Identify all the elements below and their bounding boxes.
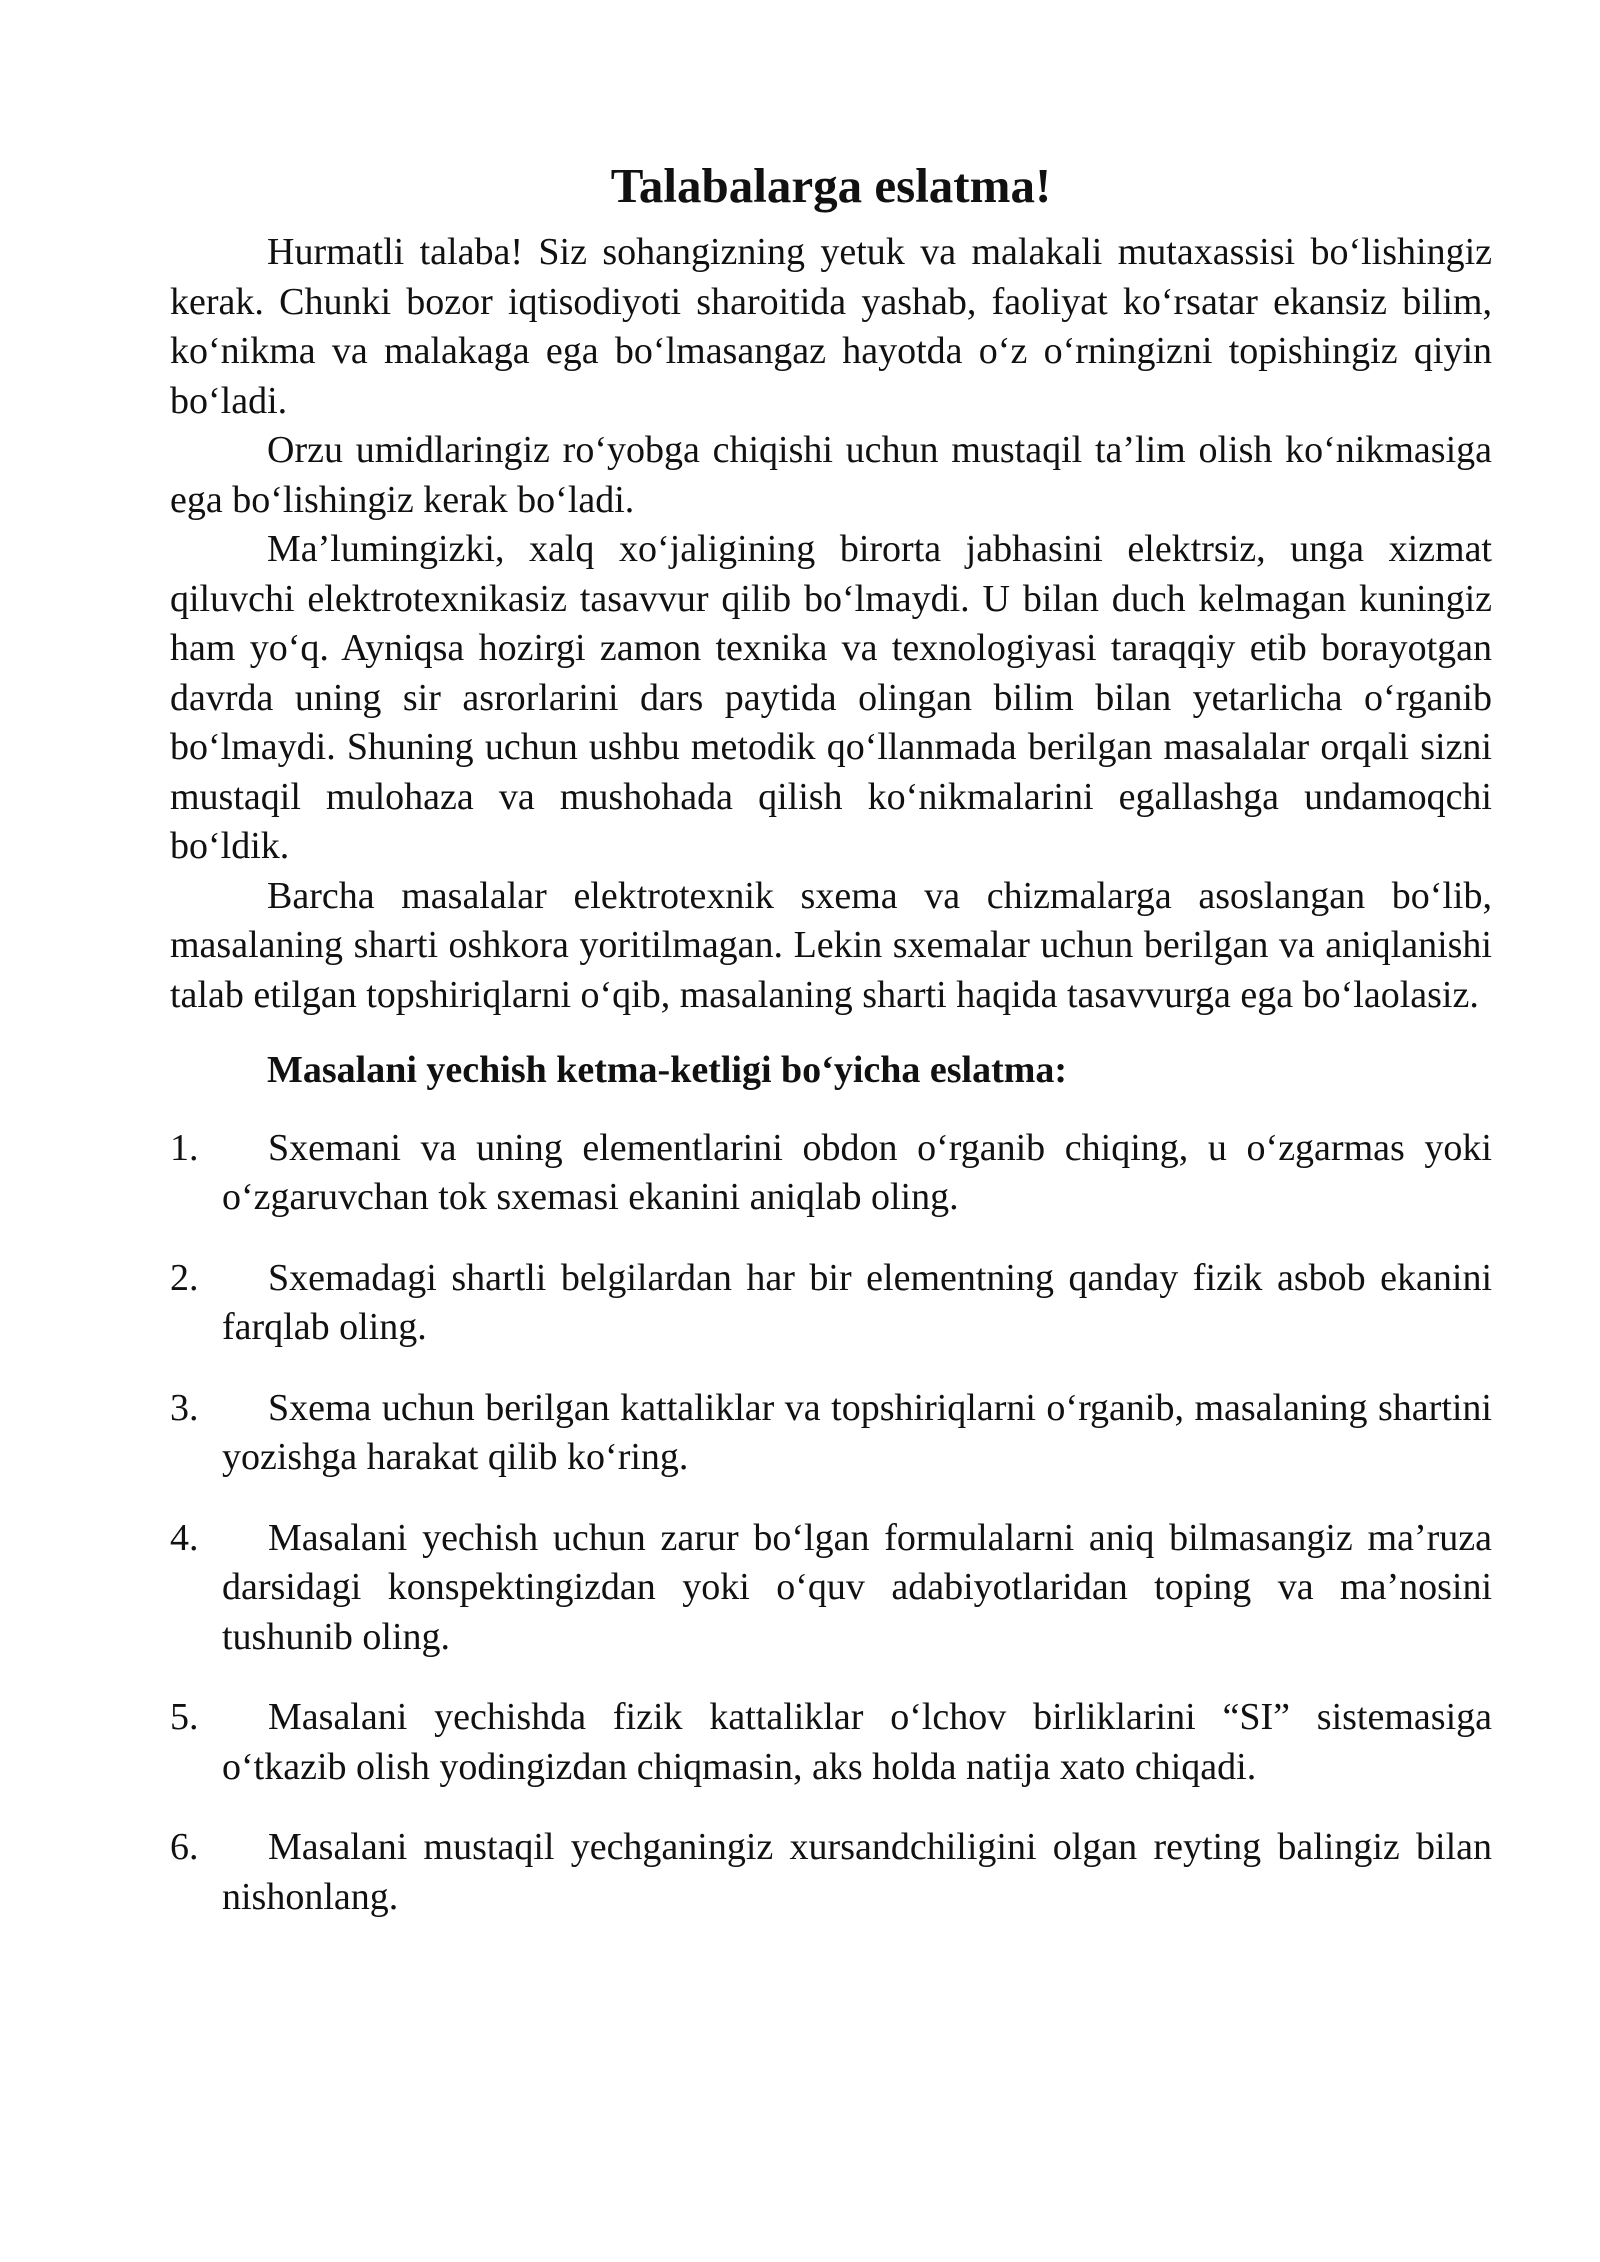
list-item <box>170 1124 1492 1223</box>
list-item-number: 6. <box>170 1826 199 1868</box>
list-item <box>170 1254 1492 1353</box>
page-title: Talabalarga eslatma! <box>610 158 1052 213</box>
list-item-number: 3. <box>170 1386 199 1429</box>
list-item-number: 2. <box>170 1256 199 1299</box>
steps-heading: Masalani yechish ketma-ketligi bo‘yicha eslatma: <box>267 1049 1068 1091</box>
electricity-paragraph: Ma’lumingizki, xalq xo‘jaligining birorta jabhasini elektrsiz, unga xizmat qiluvchi elektrotexnikasiz tasavvur qilib bo‘lmaydi. U bilan duch kelmagan kuningiz ham yo‘q. Ayniqsa hozirgi zamon texnika va texnologiyasi taraqqiy etib borayotgan davrda uning sir asrorlarini dars paytida olingan bilim bilan yetarlicha o‘rganib bo‘lmaydi. Shuning uchun ushbu metodik qo‘llanmada berilgan masalalar orqali sizni mustaqil mulohaza va mushohada qilish ko‘nikmalarini egallashga undamoqchi bo‘ldik. <box>170 528 1492 867</box>
list-item <box>170 1514 1492 1663</box>
list-item-text: Sxemadagi shartli belgilardan har bir elementning qanday fizik asbob ekanini farqlab oling. <box>222 1256 1492 1348</box>
skills-paragraph: Orzu umidlaringiz ro‘yobga chiqishi uchun mustaqil ta’lim olish ko‘nikmasiga ega bo‘lishingiz kerak bo‘ladi. <box>170 429 1492 521</box>
problems-paragraph: Barcha masalalar elektrotexnik sxema va chizmalarga asoslangan bo‘lib, masalaning sharti oshkora yoritilmagan. Lekin sxemalar uchun berilgan va aniqlanishi talab etilgan topshiriqlarni o‘qib, masalaning sharti haqida tasavvurga ega bo‘laolasiz. <box>170 874 1492 1016</box>
list-item-text: Sxema uchun berilgan kattaliklar va topshiriqlarni o‘rganib, masalaning shartini yozishga harakat qilib ko‘ring. <box>222 1386 1492 1478</box>
intro-paragraph: Hurmatli talaba! Siz sohangizning yetuk va malakali mutaxassisi bo‘lishingiz kerak. Chunki bozor iqtisodiyoti sharoitida yashab, faoliyat ko‘rsatar ekansiz bilim, ko‘nikma va malakaga ega bo‘lmasangaz hayotda o‘z o‘rningizni topishingiz qiyin bo‘ladi. <box>170 231 1492 422</box>
list-item-text: Masalani mustaqil yechganingiz xursandchiligini olgan reyting balingiz bilan nishonlang. <box>222 1826 1492 1918</box>
document-page <box>170 150 1492 1953</box>
list-item <box>170 1693 1492 1792</box>
list-item-text: Masalani yechish uchun zarur bo‘lgan formulalarni aniq bilmasangiz ma’ruza darsidagi konspektingizdan yoki o‘quv adabiyotlaridan toping va ma’nosini tushunib oling. <box>222 1516 1492 1658</box>
list-item-text: Sxemani va uning elementlarini obdon o‘rganib chiqing, u o‘zgarmas yoki o‘zgaruvchan tok sxemasi ekanini aniqlab oling. <box>222 1126 1492 1218</box>
list-item-text: Masalani yechishda fizik kattaliklar o‘lchov birliklarini “SI” sistemasiga o‘tkazib olish yodingizdan chiqmasin, aks holda natija xato chiqadi. <box>222 1696 1492 1788</box>
list-item-number: 5. <box>170 1696 199 1738</box>
list-item <box>170 1384 1492 1483</box>
list-item-number: 1. <box>170 1126 199 1169</box>
list-item-number: 4. <box>170 1516 199 1559</box>
steps-list <box>170 1124 1492 1923</box>
list-item <box>170 1823 1492 1922</box>
